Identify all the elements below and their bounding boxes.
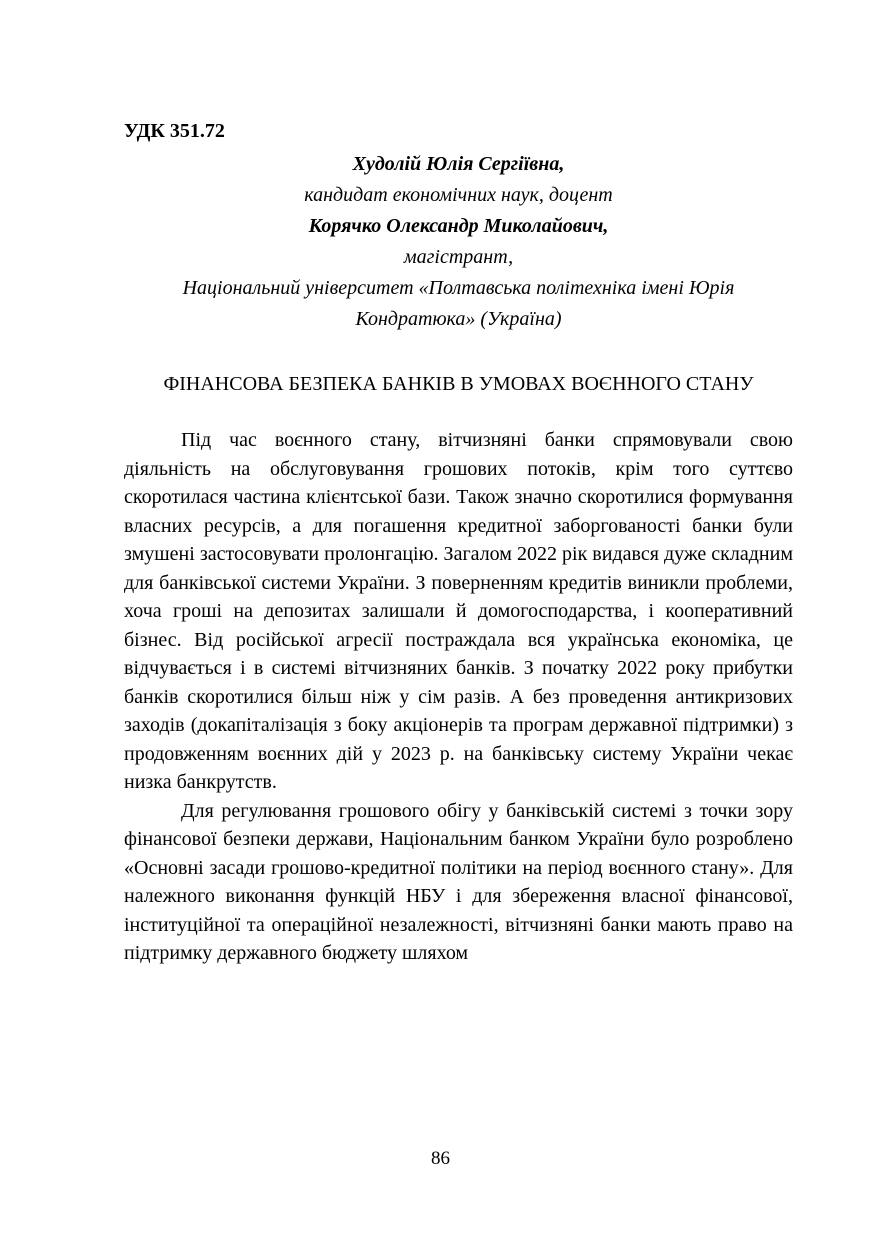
page-number: 86 [431,1148,450,1169]
affiliation: Національний університет «Полтавська політехніка імені Юрія Кондратюка» (Україна) [182,277,735,330]
paper-body [124,426,793,968]
author-header [124,149,793,335]
paragraph-2: Для регулювання грошового обігу у банківській системі з точки зору фінансової безпеки держави, Національним банком України було розроблено «Основні засади грошово-кредитної політики на період воєнного стану». Для належного виконання функцій НБУ і для збереження власної фінансової, інституційної та операційної незалежності, вітчизняні банки мають право на підтримку державного бюджету шляхом [124,799,793,964]
author-name-2: Корячко Олександр Миколайович, [308,215,609,237]
author-role-1: кандидат економічних наук, доцент [304,184,613,206]
paper-title: ФІНАНСОВА БЕЗПЕКА БАНКІВ В УМОВАХ ВОЄННОГО СТАНУ [163,373,754,395]
udc-code: УДК 351.72 [124,120,225,142]
paragraph-1: Під час воєнного стану, вітчизняні банки спрямовували свою діяльність на обслуговування грошових потоків, крім того суттєво скоротилася частина клієнтської бази. Також значно скоротилися формування власних ресурсів, а для погашення кредитної заборгованості банки були змушені застосовувати пролонгацію. Загалом 2022 рік видався дуже складним для банківської системи України. З поверненням кредитів виникли проблеми, хоча гроші на депозитах залишали й домогосподарства, і кооперативний бізнес. Від російської агресії постраждала вся українська економіка, це відчувається і в системі вітчизняних банків. З початку 2022 року прибутки банків скоротилися більш ніж у сім разів. А без проведення антикризових заходів (докапіталізація з боку акціонерів та програм державної підтримки) з продовженням воєнних дій у 2023 р. на банківську систему України чекає низка банкрутств. [124,429,793,793]
author-role-2: магістрант, [403,246,514,268]
author-name-1: Худолій Юлія Сергіївна, [352,153,565,175]
